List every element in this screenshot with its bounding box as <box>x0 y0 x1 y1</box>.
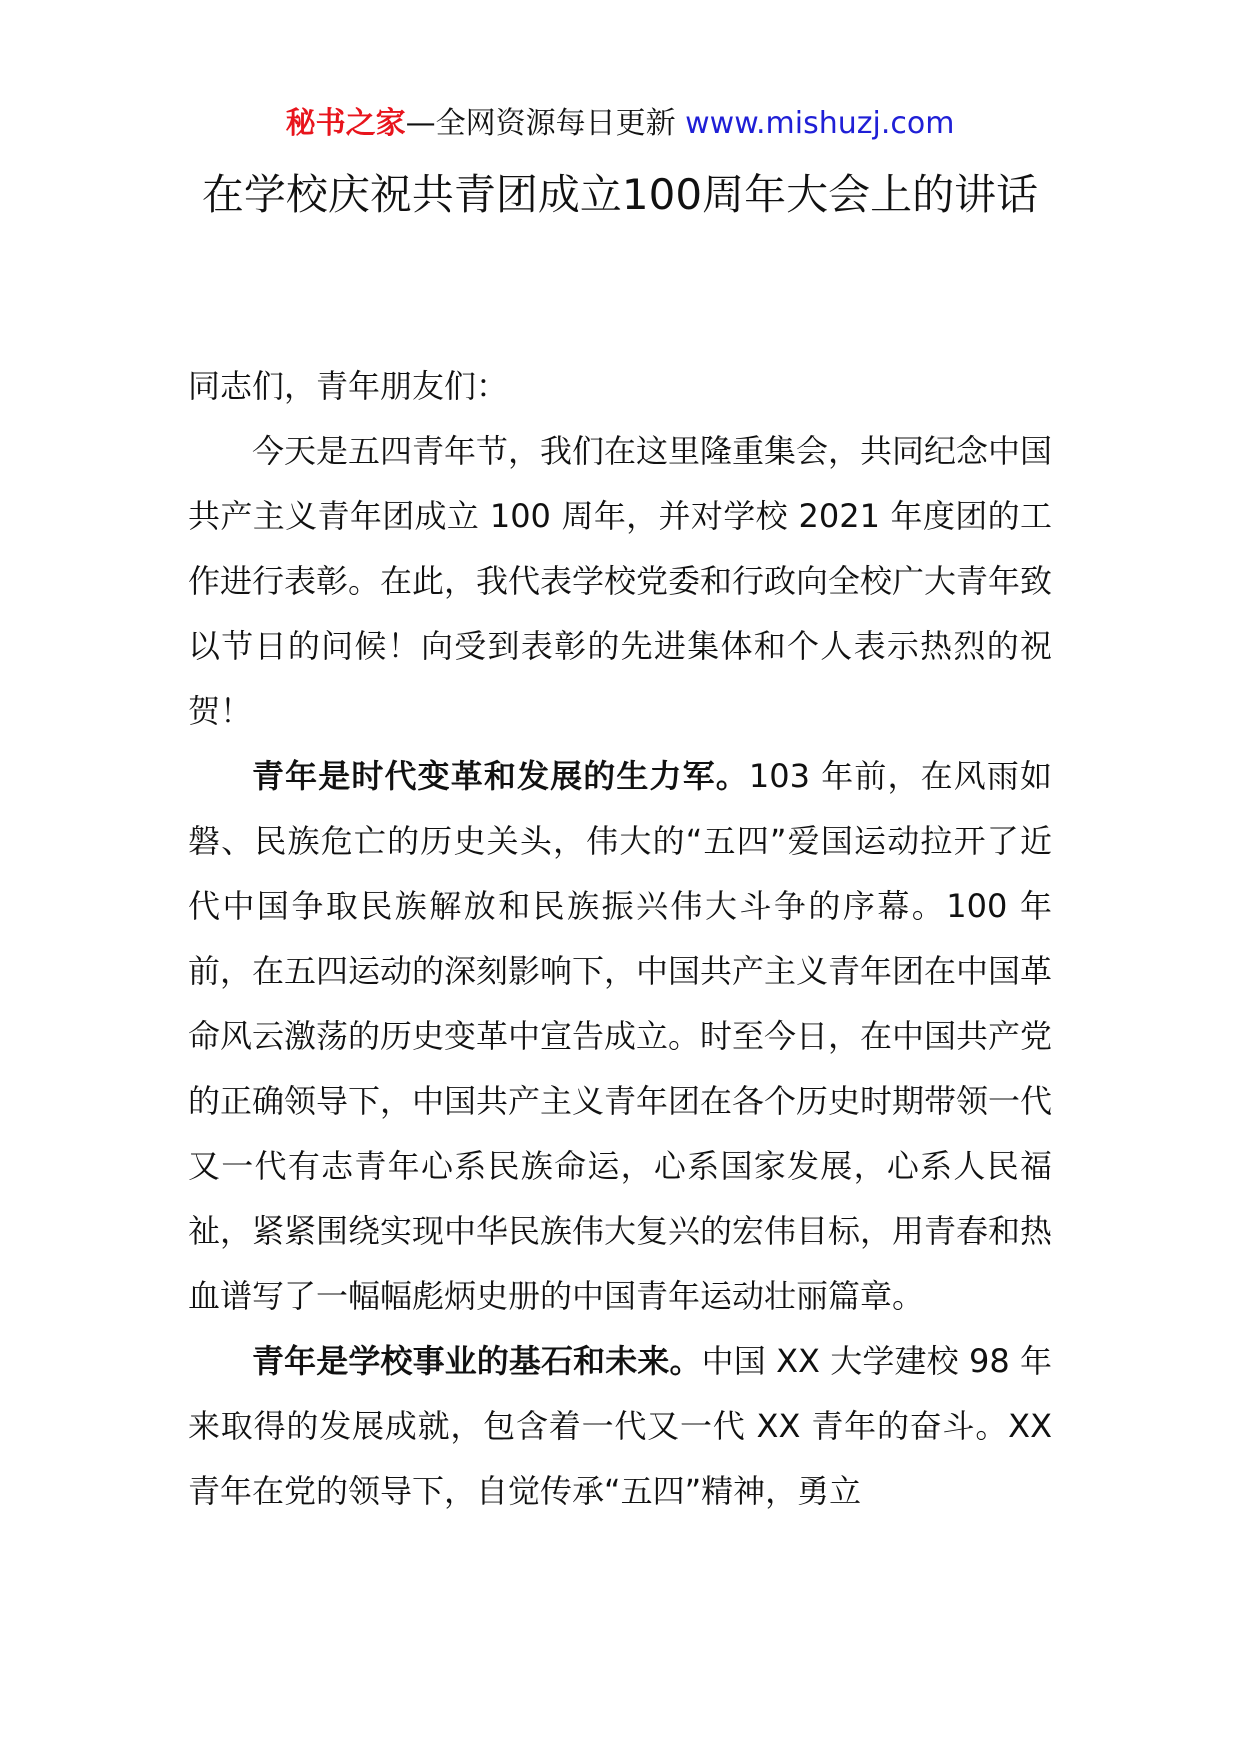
document-body <box>188 354 1052 1524</box>
paragraph-lead: 青年是学校事业的基石和未来。 <box>252 1342 702 1380</box>
brand-name: 秘书之家 <box>285 106 406 141</box>
paragraph <box>188 744 1052 1329</box>
paragraph-text: 中国 XX 大学建校 98 年来取得的发展成就，包含着一代又一代 XX 青年的奋斗。XX 青年在党的领导下，自觉传承“五四”精神，勇立 <box>188 1342 1052 1510</box>
paragraph <box>188 1329 1052 1524</box>
paragraph <box>188 419 1052 744</box>
salutation: 同志们，青年朋友们： <box>188 367 509 405</box>
header-slogan: —全网资源每日更新 <box>405 106 676 141</box>
paragraph-lead: 青年是时代变革和发展的生力军。 <box>252 757 749 795</box>
document-title: 在学校庆祝共青团成立100周年大会上的讲话 <box>201 170 1039 219</box>
paragraph-text: 今天是五四青年节，我们在这里隆重集会，共同纪念中国共产主义青年团成立 100 周年，并对学校 2021 年度团的工作进行表彰。在此，我代表学校党委和行政向全校广大青年致以节日的问候！向受到表彰的先进集体和个人表示热烈的祝贺！ <box>188 432 1053 730</box>
site-header <box>0 100 1240 148</box>
site-url: www.mishuzj.com <box>685 106 955 141</box>
paragraph-text: 103 年前，在风雨如磐、民族危亡的历史关头，伟大的“五四”爱国运动拉开了近代中国争取民族解放和民族振兴伟大斗争的序幕。100 年前，在五四运动的深刻影响下，中国共产主义青年团在中国革命风云激荡的历史变革中宣告成立。时至今日，在中国共产党的正确领导下，中国共产主义青年团在各个历史时期带领一代又一代有志青年心系民族命运，心系国家发展，心系人民福祉，紧紧围绕实现中华民族伟大复兴的宏伟目标，用青春和热血谱写了一幅幅彪炳史册的中国青年运动壮丽篇章。 <box>188 757 1053 1315</box>
